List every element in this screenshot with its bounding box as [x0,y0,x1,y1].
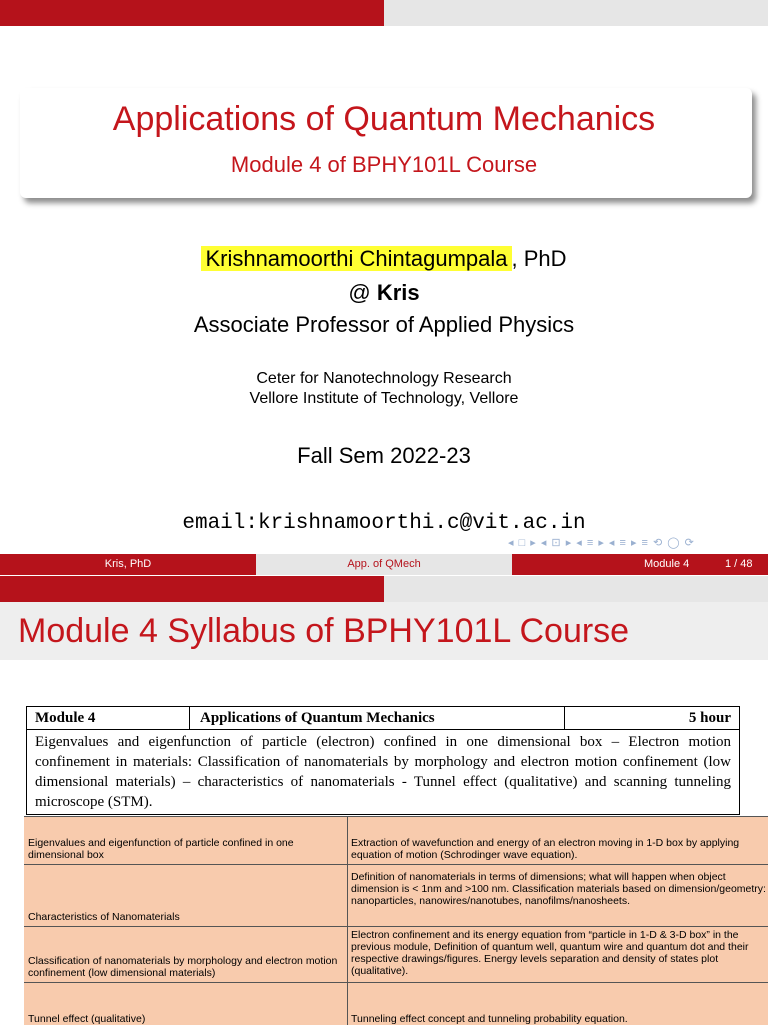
row1-right-text: Extraction of wavefunction and energy of an electron moving in 1-D box by applying equation of motion (Schrodinger wave equation). [351,837,740,861]
table-cell-left [24,983,348,1025]
institute-line-1: Ceter for Nanotechnology Research [256,370,512,387]
row3-right-text: Electron confinement and its energy equation from “particle in 1-D & 3-D box” in the previous module, Definition of quantum well, quantum wire and quantum dot and their respective drawings/figures. Energy levels separation and density of states plot (qualitative). [351,929,749,977]
table-row [24,816,768,865]
row2-right-text: Definition of nanomaterials in terms of dimensions; what will happen when object dimension is < 1nm and >100 nm. Classification materials based on dimension/geometry: nanoparticles, nanowires/nanotubes, nanofilms/nanosheets. [351,871,766,907]
footer-right [512,554,768,575]
footer-module: Module 4 [644,558,690,570]
slide2-top-bar-right [384,576,768,602]
author-handle-line [0,280,768,306]
author-handle: Kris [376,280,420,305]
table-row [24,926,768,983]
footer-page: 1 / 48 [725,558,753,570]
top-bar-left [0,0,384,26]
slide2-title: Module 4 Syllabus of BPHY101L Course [18,612,630,650]
syllabus-table [26,706,740,815]
author-line [0,246,768,272]
syllabus-module: Module 4 [35,710,96,726]
row3-left-text: Classification of nanomaterials by morphology and electron motion confinement (low dimensional materials) [28,955,338,979]
footer-title: App. of QMech [256,554,512,575]
footer-author: Kris, PhD [0,554,256,575]
row4-right-text: Tunneling effect concept and tunneling probability equation. [351,1013,628,1025]
syllabus-module-title: Applications of Quantum Mechanics [189,707,565,729]
table-cell-right [349,983,768,1025]
syllabus-hours: 5 hour [688,710,731,726]
email: email:krishnamoorthi.c@vit.ac.in [182,512,586,535]
table-cell-right [349,817,768,865]
slide-footer [0,554,768,575]
beamer-nav-icons[interactable]: ◂ □ ▸ ◂ ⊡ ▸ ◂ ≡ ▸ ◂ ≡ ▸ ≡ ⟲ ◯ ⟳ [508,537,695,549]
semester: Fall Sem 2022-23 [297,443,471,468]
table-cell-left [24,927,348,983]
slide-subtitle: Module 4 of BPHY101L Course [230,152,538,177]
slide2-top-bar-left [0,576,384,602]
table-row [24,864,768,927]
table-cell-left [24,865,348,927]
top-bar-right [384,0,768,26]
row1-left-text: Eigenvalues and eigenfunction of particle confined in one dimensional box [28,837,294,861]
table-row [24,982,768,1025]
row4-left-text: Tunnel effect (qualitative) [28,1013,146,1025]
author-suffix: , PhD [511,246,567,271]
syllabus-header-row [27,707,739,730]
row2-left-text: Characteristics of Nanomaterials [28,911,180,923]
author-role: Associate Professor of Applied Physics [193,312,575,337]
institute-line-2: Vellore Institute of Technology, Vellore [249,390,519,407]
table-cell-right [349,865,768,927]
slide-title: Applications of Quantum Mechanics [112,100,656,138]
handle-prefix: @ [348,280,377,305]
author-name: Krishnamoorthi Chintagumpala [201,246,511,271]
table-cell-left [24,817,348,865]
table-cell-right [349,927,768,983]
syllabus-description: Eigenvalues and eigenfunction of particle (electron) confined in one dimensional box – Electron motion confinement in materials: Classification of nanomaterials by morphology and electron motion confinement (low dimensional materials) – characteristics of nanomaterials - Tunnel effect (qualitative) and scanning tunneling microscope (STM). [35,734,731,810]
